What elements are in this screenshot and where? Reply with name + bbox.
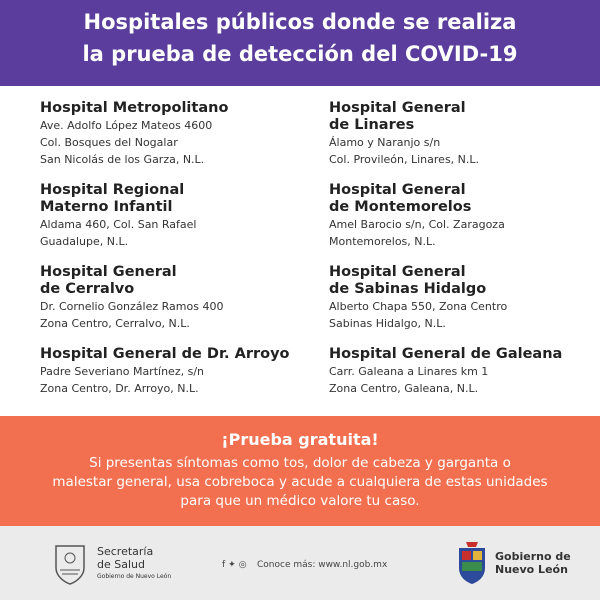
secretaria-logo	[97, 545, 171, 580]
header-title-line2: la prueba de detección del COVID-19	[82, 42, 518, 66]
header-title-line1: Hospitales públicos donde se realiza	[83, 10, 517, 34]
hospital-name: Materno Infantil	[40, 199, 173, 215]
social-icons	[222, 560, 250, 570]
hospital-address: Col. Provileón, Linares, N.L.	[329, 153, 480, 166]
instagram-icon[interactable]: ◎	[238, 560, 247, 570]
hospital-address: Ave. Adolfo López Mateos 4600	[40, 119, 213, 132]
hospital-address: Dr. Cornelio González Ramos 400	[40, 300, 224, 313]
hospital-name: Hospital General de Dr. Arroyo	[40, 346, 290, 362]
hospital-name: de Montemorelos	[329, 199, 472, 215]
hospital-address: Álamo y Naranjo s/n	[329, 136, 441, 149]
hospital-name: Hospital Metropolitano	[40, 100, 229, 116]
hospital-name: de Cerralvo	[40, 281, 135, 297]
gobierno-logo	[495, 550, 571, 576]
hospital-name: Hospital General de Galeana	[329, 346, 563, 362]
hospital-name: Hospital General	[329, 100, 466, 116]
hospital-address: Zona Centro, Dr. Arroyo, N.L.	[40, 382, 199, 395]
hospital-address: Col. Bosques del Nogalar	[40, 136, 178, 149]
hospital-entry	[40, 264, 310, 332]
twitter-icon[interactable]: ✦	[228, 560, 236, 570]
hospital-entry	[40, 100, 310, 168]
hospital-address: Aldama 460, Col. San Rafael	[40, 218, 197, 231]
hospital-entry	[329, 100, 599, 168]
hospital-address: Carr. Galeana a Linares km 1	[329, 365, 489, 378]
hospital-entry	[40, 346, 310, 397]
hospital-name: de Linares	[329, 117, 415, 133]
hospital-address: Guadalupe, N.L.	[40, 235, 129, 248]
free-test-line: malestar general, usa cobreboca y acude a cualquiera de estas unidades	[52, 474, 548, 490]
hospital-entry	[329, 264, 599, 332]
hospital-address: Zona Centro, Galeana, N.L.	[329, 382, 479, 395]
hospital-name: Hospital Regional	[40, 182, 185, 198]
free-test-title: ¡Prueba gratuita!	[221, 430, 379, 449]
hospital-address: Zona Centro, Cerralvo, N.L.	[40, 317, 190, 330]
hospital-address: San Nicolás de los Garza, N.L.	[40, 153, 205, 166]
more-info-link[interactable]: Conoce más: www.nl.gob.mx	[257, 560, 388, 570]
free-test-line: Si presentas síntomas como tos, dolor de cabeza y garganta o	[89, 455, 511, 471]
hospital-entry	[329, 346, 599, 397]
secretaria-sub: Gobierno de Nuevo León	[97, 573, 172, 580]
hospital-entry	[40, 182, 310, 250]
hospital-name: Hospital General	[329, 182, 466, 198]
hospital-name: Hospital General	[40, 264, 177, 280]
nuevo-leon-shield-icon	[455, 540, 489, 586]
free-test-description	[40, 454, 560, 511]
hospital-name: Hospital General	[329, 264, 466, 280]
hospital-entry	[329, 182, 599, 250]
facebook-icon[interactable]: f	[222, 560, 226, 570]
state-seal-icon	[50, 542, 90, 586]
footer	[0, 526, 600, 600]
hospital-address: Sabinas Hidalgo, N.L.	[329, 317, 446, 330]
secretaria-line2: de Salud	[97, 558, 145, 571]
hospital-address: Amel Barocio s/n, Col. Zaragoza	[329, 218, 505, 231]
hospital-address: Montemorelos, N.L.	[329, 235, 436, 248]
header-banner	[0, 0, 600, 86]
hospital-address: Padre Severiano Martínez, s/n	[40, 365, 204, 378]
gobierno-line1: Gobierno de	[495, 550, 571, 563]
free-test-line: para que un médico valore tu caso.	[180, 493, 420, 509]
gobierno-line2: Nuevo León	[495, 563, 568, 576]
hospital-name: de Sabinas Hidalgo	[329, 281, 487, 297]
hospital-address: Alberto Chapa 550, Zona Centro	[329, 300, 508, 313]
secretaria-line1: Secretaría	[97, 545, 154, 558]
free-test-banner	[0, 416, 600, 526]
